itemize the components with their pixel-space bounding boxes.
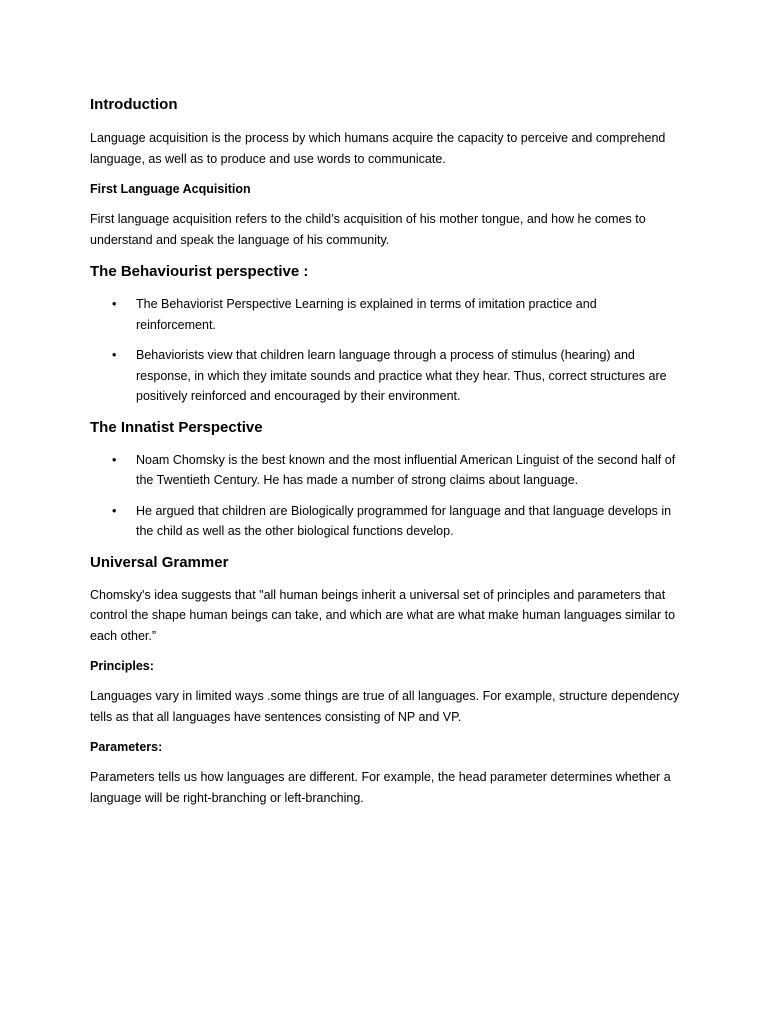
list-item-text: The Behaviorist Perspective Learning is explained in terms of imitation practice and reinforcement. [136, 297, 597, 332]
parameters-paragraph: Parameters tells us how languages are different. For example, the head parameter determines whether a language will be right-branching or left-branching. [90, 770, 671, 805]
innatist-heading: The Innatist Perspective [90, 418, 263, 436]
universal-grammar-paragraph: Chomsky's idea suggests that "all human beings inherit a universal set of principles and parameters that control the shape human beings can take, and which are what are what make human languages similar to each other.” [90, 587, 676, 643]
document-page [90, 94, 680, 819]
bullet-icon: • [112, 452, 117, 467]
behaviourist-list [90, 294, 680, 407]
first-language-paragraph: First language acquisition refers to the child’s acquisition of his mother tongue, and how he comes to understand and speak the language of his community. [90, 212, 646, 247]
list-item-text: Behaviorists view that children learn language through a process of stimulus (hearing) and response, in which they imitate sounds and practice what they hear. Thus, correct structures are positively reinforced and encouraged by their environment. [136, 348, 667, 403]
universal-grammar-heading: Universal Grammer [90, 553, 229, 571]
bullet-icon: • [112, 503, 117, 518]
bullet-icon: • [112, 348, 117, 362]
list-item-text: He argued that children are Biologically programmed for language and that language develops in the child as well as the other biological functions develop. [136, 503, 672, 538]
list-item [90, 345, 680, 407]
list-item-text: Noam Chomsky is the best known and the most influential American Linguist of the second half of the Twentieth Century. He has made a number of strong claims about language. [136, 452, 676, 487]
list-item [90, 450, 680, 491]
first-language-heading: First Language Acquisition [90, 182, 251, 196]
principles-heading: Principles: [90, 659, 154, 673]
intro-paragraph: Language acquisition is the process by which humans acquire the capacity to perceive and comprehend language, as well as to produce and use words to communicate. [90, 131, 666, 166]
innatist-list [90, 450, 680, 542]
parameters-heading: Parameters: [90, 740, 163, 754]
intro-heading: Introduction [90, 96, 178, 113]
bullet-icon: • [112, 297, 117, 311]
principles-paragraph: Languages vary in limited ways .some things are true of all languages. For example, structure dependency tells as that all languages have sentences consisting of NP and VP. [90, 689, 680, 724]
list-item [90, 294, 680, 335]
behaviourist-heading: The Behaviourist perspective : [90, 263, 309, 280]
list-item [90, 501, 680, 542]
